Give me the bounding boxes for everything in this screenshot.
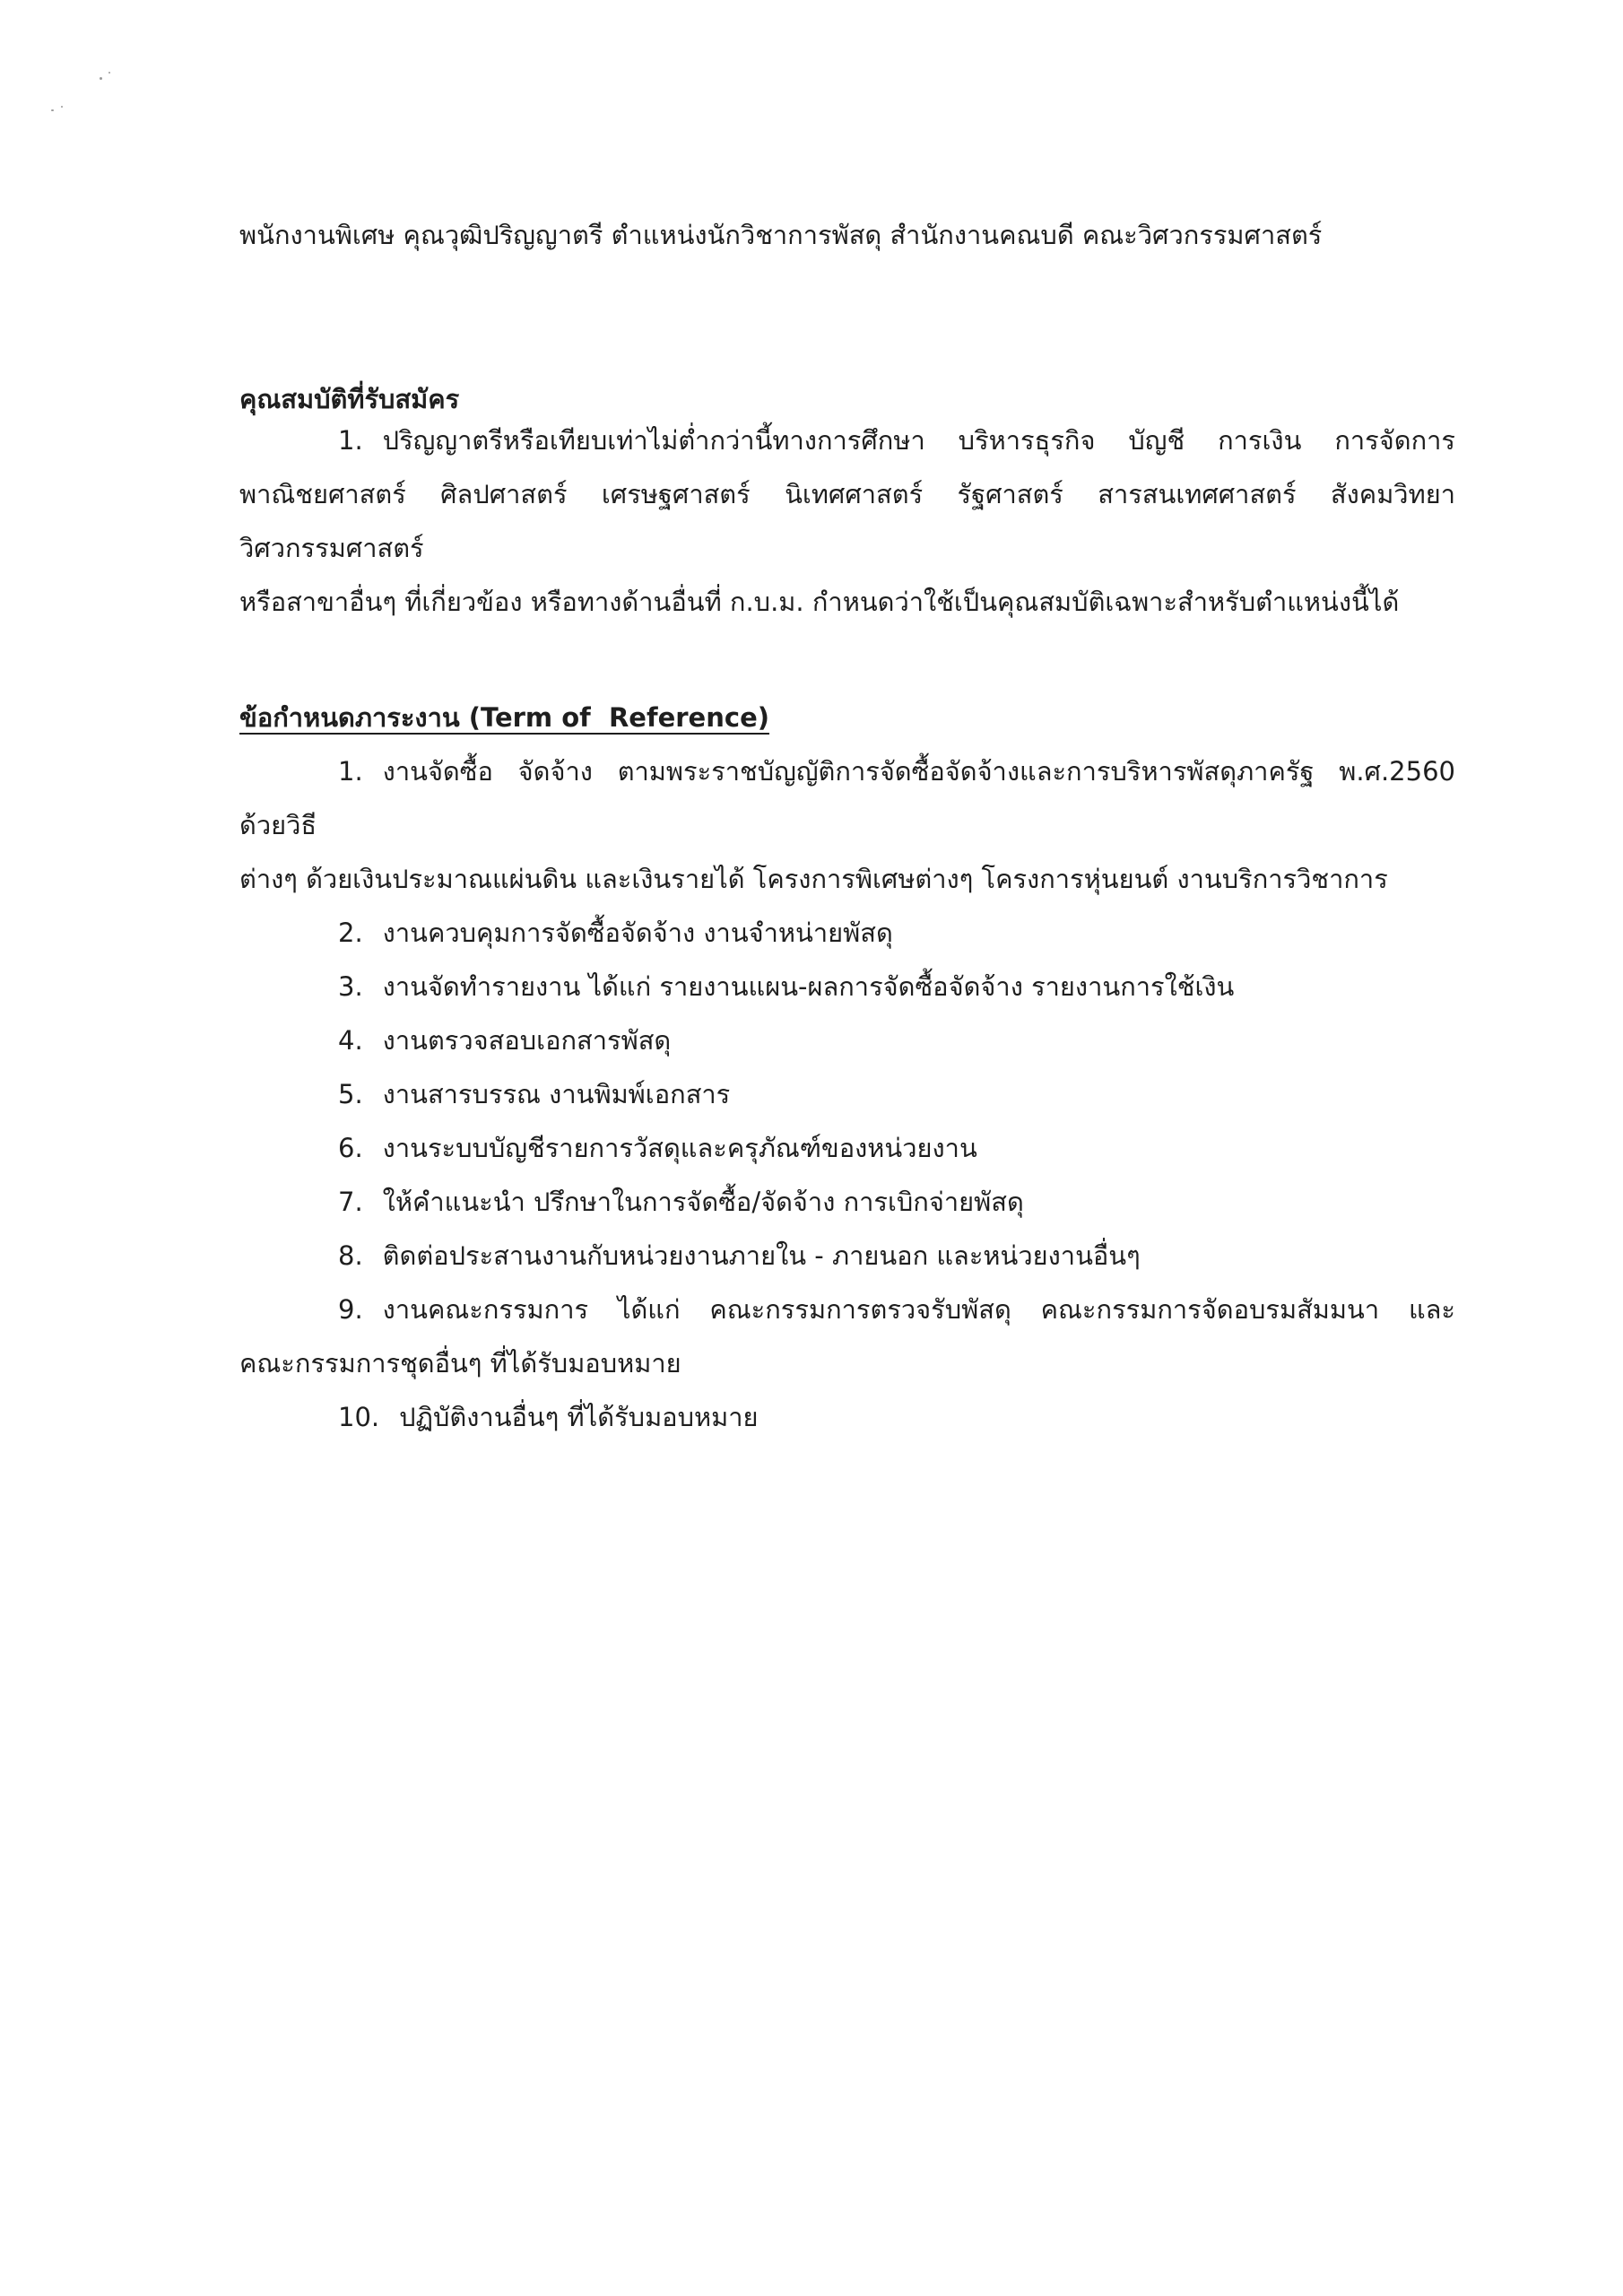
item-text: งานตรวจสอบเอกสารพัสดุ (382, 1025, 672, 1056)
tor-item (239, 744, 1455, 906)
item-number: 1. (338, 425, 363, 456)
item-text: งานควบคุมการจัดซื้อจัดจ้าง งานจำหน่ายพัสดุ (382, 918, 893, 948)
item-text: ปฏิบัติงานอื่นๆ ที่ได้รับมอบหมาย (399, 1402, 759, 1432)
tor-item-line (239, 960, 1455, 1013)
tor-item-line (239, 1121, 1455, 1175)
item-text: ปริญญาตรีหรือเทียบเท่าไม่ต่ำกว่านี้ทางการศึกษา บริหารธุรกิจ บัญชี การเงิน การจัดการ (382, 425, 1455, 456)
tor-item-line (239, 1229, 1455, 1283)
item-number: 4. (338, 1025, 363, 1056)
scan-speck (100, 77, 102, 80)
scan-speck (51, 109, 54, 111)
document-body (239, 208, 1455, 1444)
tor-item (239, 1013, 1455, 1067)
tor-item (239, 1390, 1455, 1444)
item-number: 7. (338, 1187, 363, 1217)
tor-item-line (239, 906, 1455, 960)
item-text: งานจัดซื้อ จัดจ้าง ตามพระราชบัญญัติการจัดซื้อจัดจ้างและการบริหารพัสดุภาครัฐ พ.ศ.2560 ด้วยวิธี (239, 756, 1455, 840)
position-title-line: พนักงานพิเศษ คุณวุฒิปริญญาตรี ตำแหน่งนักวิชาการพัสดุ สำนักงานคณบดี คณะวิศวกรรมศาสตร์ (239, 220, 1323, 250)
item-text: งานคณะกรรมการ ได้แก่ คณะกรรมการตรวจรับพัสดุ คณะกรรมการจัดอบรมสัมมนา และ (382, 1294, 1455, 1325)
tor-item-line (239, 744, 1455, 852)
tor-item-line (239, 1175, 1455, 1229)
qualifications-list (239, 413, 1455, 629)
item-text: งานระบบบัญชีรายการวัสดุและครุภัณฑ์ของหน่วยงาน (382, 1133, 977, 1163)
scan-speck (108, 72, 110, 74)
item-text: งานจัดทำรายงาน ได้แก่ รายงานแผน-ผลการจัดซื้อจัดจ้าง รายงานการใช้เงิน (382, 971, 1235, 1002)
tor-item-line (239, 1390, 1455, 1444)
item-number: 5. (338, 1079, 363, 1109)
item-text: งานสารบรรณ งานพิมพ์เอกสาร (382, 1079, 731, 1109)
tor-item (239, 906, 1455, 960)
item-number: 3. (338, 971, 363, 1002)
tor-item (239, 1283, 1455, 1390)
item-number: 6. (338, 1133, 363, 1163)
tor-item (239, 960, 1455, 1013)
tor-item (239, 1229, 1455, 1283)
tor-item-line (239, 1013, 1455, 1067)
qualification-item-line: หรือสาขาอื่นๆ ที่เกี่ยวข้อง หรือทางด้านอื่นที่ ก.บ.ม. กำหนดว่าใช้เป็นคุณสมบัติเฉพาะสำหรับตำแหน่งนี้ได้ (239, 587, 1400, 617)
item-text: ติดต่อประสานงานกับหน่วยงานภายใน - ภายนอก และหน่วยงานอื่นๆ (382, 1240, 1141, 1271)
item-number: 10. (338, 1402, 380, 1432)
qualification-item (239, 413, 1455, 629)
scan-speck (61, 106, 63, 108)
tor-item (239, 1067, 1455, 1121)
tor-item-line (239, 1067, 1455, 1121)
item-number: 2. (338, 918, 363, 948)
item-text: ให้คำแนะนำ ปรึกษาในการจัดซื้อ/จัดจ้าง การเบิกจ่ายพัสดุ (382, 1187, 1024, 1217)
terms-of-reference-heading: ข้อกำหนดภาระงาน (Term of Reference) (239, 702, 769, 733)
tor-item-line (239, 1283, 1455, 1336)
tor-item-line: ต่างๆ ด้วยเงินประมาณแผ่นดิน และเงินรายได้ โครงการพิเศษต่างๆ โครงการหุ่นยนต์ งานบริการวิชาการ (239, 864, 1388, 894)
qualifications-heading: คุณสมบัติที่รับสมัคร (239, 384, 460, 414)
tor-item (239, 1121, 1455, 1175)
qualification-item-line: พาณิชยศาสตร์ ศิลปศาสตร์ เศรษฐศาสตร์ นิเทศศาสตร์ รัฐศาสตร์ สารสนเทศศาสตร์ สังคมวิทยา วิศวกรรมศาสตร์ (239, 479, 1455, 563)
tor-item (239, 1175, 1455, 1229)
qualification-item-line (239, 413, 1455, 467)
item-number: 1. (338, 756, 363, 787)
item-number: 8. (338, 1240, 363, 1271)
terms-of-reference-list (239, 744, 1455, 1444)
tor-item-line: คณะกรรมการชุดอื่นๆ ที่ได้รับมอบหมาย (239, 1348, 681, 1378)
item-number: 9. (338, 1294, 363, 1325)
